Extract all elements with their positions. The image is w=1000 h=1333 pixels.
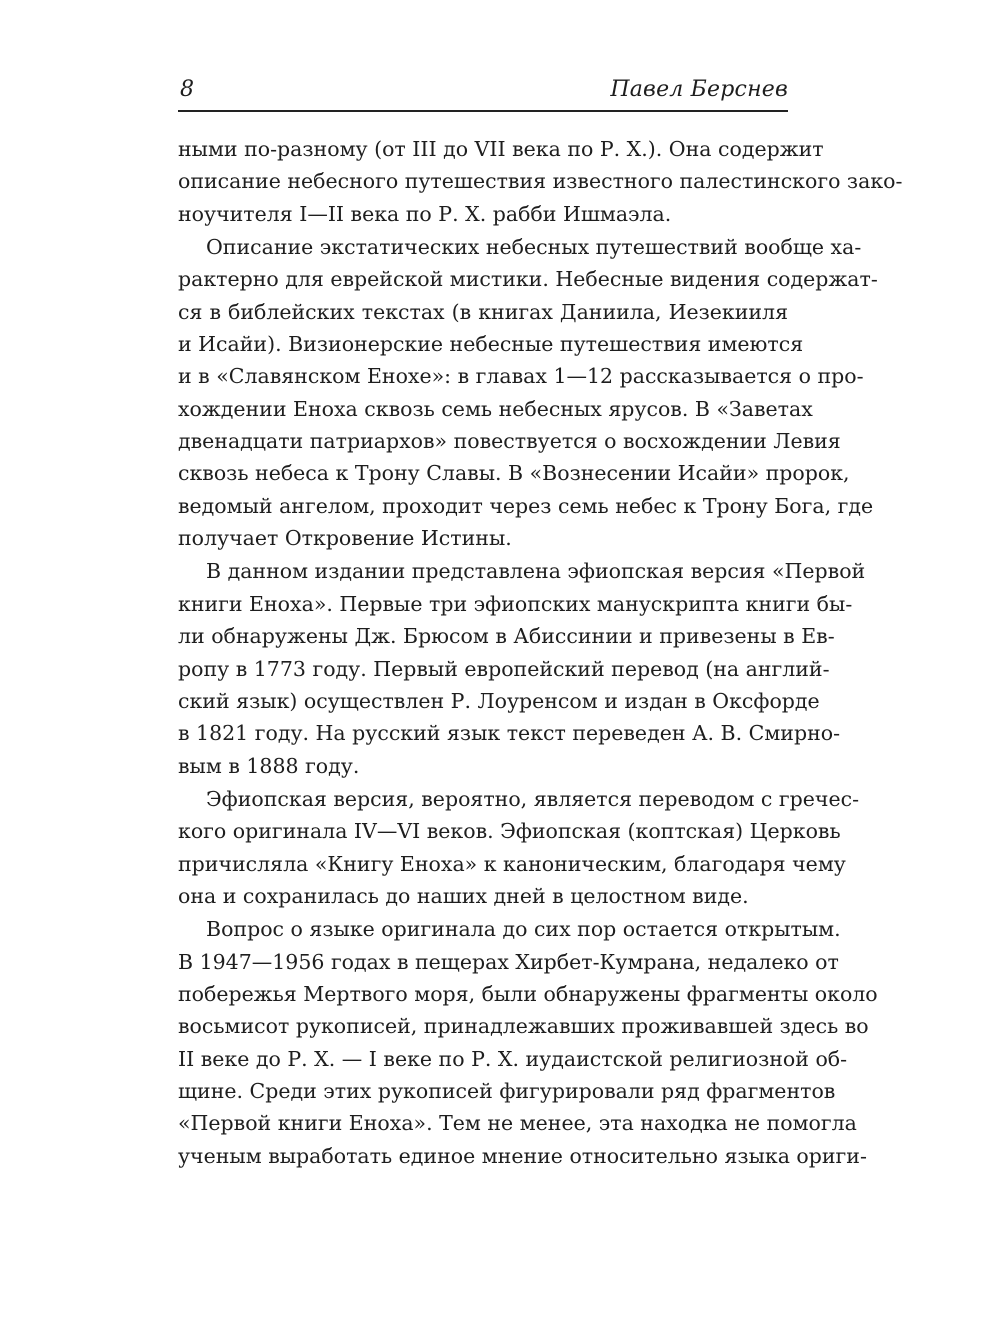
text-line: ными по-разному (от III до VII века по Р. Х.). Она содержит (178, 137, 824, 161)
text-line: II веке до Р. Х. — I веке по Р. Х. иудаистской религиозной об- (178, 1046, 848, 1071)
text-line: В данном издании представлена эфиопская версия «Первой (206, 559, 866, 584)
text-line: ся в библейских текстах (в книгах Даниила, Иезекииля (178, 299, 788, 324)
paragraph (178, 913, 878, 1172)
running-head-author: Павел Берснев (610, 77, 788, 102)
text-line: описание небесного путешествия известного палестинского зако- (178, 169, 903, 194)
paragraph (178, 231, 878, 554)
text-line: сквозь небеса к Трону Славы. В «Вознесении Исайи» пророк, (178, 461, 850, 486)
text-line: вым в 1888 году. (178, 753, 360, 778)
text-line: книги Еноха». Первые три эфиопских манускрипта книги бы- (178, 591, 853, 616)
text-line: Описание экстатических небесных путешествий вообще ха- (206, 235, 862, 260)
text-line: причисляла «Книгу Еноха» к каноническим, благодаря чему (178, 851, 846, 876)
text-line: в 1821 году. На русский язык текст переведен А. В. Смирно- (178, 721, 841, 746)
text-line: и в «Славянском Енохе»: в главах 1—12 рассказывается о про- (178, 364, 864, 389)
text-line: «Первой книги Еноха». Тем не менее, эта находка не помогла (178, 1111, 857, 1136)
text-line: она и сохранилась до наших дней в целостном виде. (178, 883, 749, 908)
text-line: ученым выработать единое мнение относительно языка ориги- (178, 1143, 867, 1168)
paragraph (178, 555, 866, 781)
body-text (178, 133, 903, 1172)
text-line: хождении Еноха сквозь семь небесных ярусов. В «Заветах (178, 396, 813, 421)
text-line: восьмисот рукописей, принадлежавших проживавшей здесь во (178, 1014, 869, 1039)
text-line: ропу в 1773 году. Первый европейский перевод (на англий- (178, 656, 830, 681)
page-number: 8 (180, 77, 194, 102)
text-line: побережья Мертвого моря, были обнаружены фрагменты около (178, 981, 878, 1006)
paragraph (178, 783, 859, 912)
text-line: В 1947—1956 годах в пещерах Хирбет-Кумрана, недалеко от (178, 949, 839, 974)
text-line: ский язык) осуществлен Р. Лоуренсом и издан в Оксфорде (178, 688, 820, 713)
text-line: двенадцати патриархов» повествуется о восхождении Левия (178, 429, 841, 454)
text-line: ведомый ангелом, проходит через семь небес к Трону Бога, где (178, 493, 874, 518)
text-line: ноучителя I—II века по Р. Х. рабби Ишмаэла. (178, 201, 672, 226)
text-line: ли обнаружены Дж. Брюсом в Абиссинии и привезены в Ев- (178, 624, 835, 649)
text-line: Эфиопская версия, вероятно, является переводом с гречес- (206, 786, 859, 811)
text-line: Вопрос о языке оригинала до сих пор остается открытым. (206, 917, 841, 942)
text-line: щине. Среди этих рукописей фигурировали ряд фрагментов (178, 1078, 836, 1103)
text-line: и Исайи). Визионерские небесные путешествия имеются (178, 332, 804, 357)
running-head (178, 74, 788, 112)
text-line: рактерно для еврейской мистики. Небесные видения содержат- (178, 267, 878, 292)
text-line: кого оригинала IV—VI веков. Эфиопская (коптская) Церковь (178, 819, 841, 844)
paragraph (178, 133, 903, 230)
text-line: получает Откровение Истины. (178, 526, 512, 551)
